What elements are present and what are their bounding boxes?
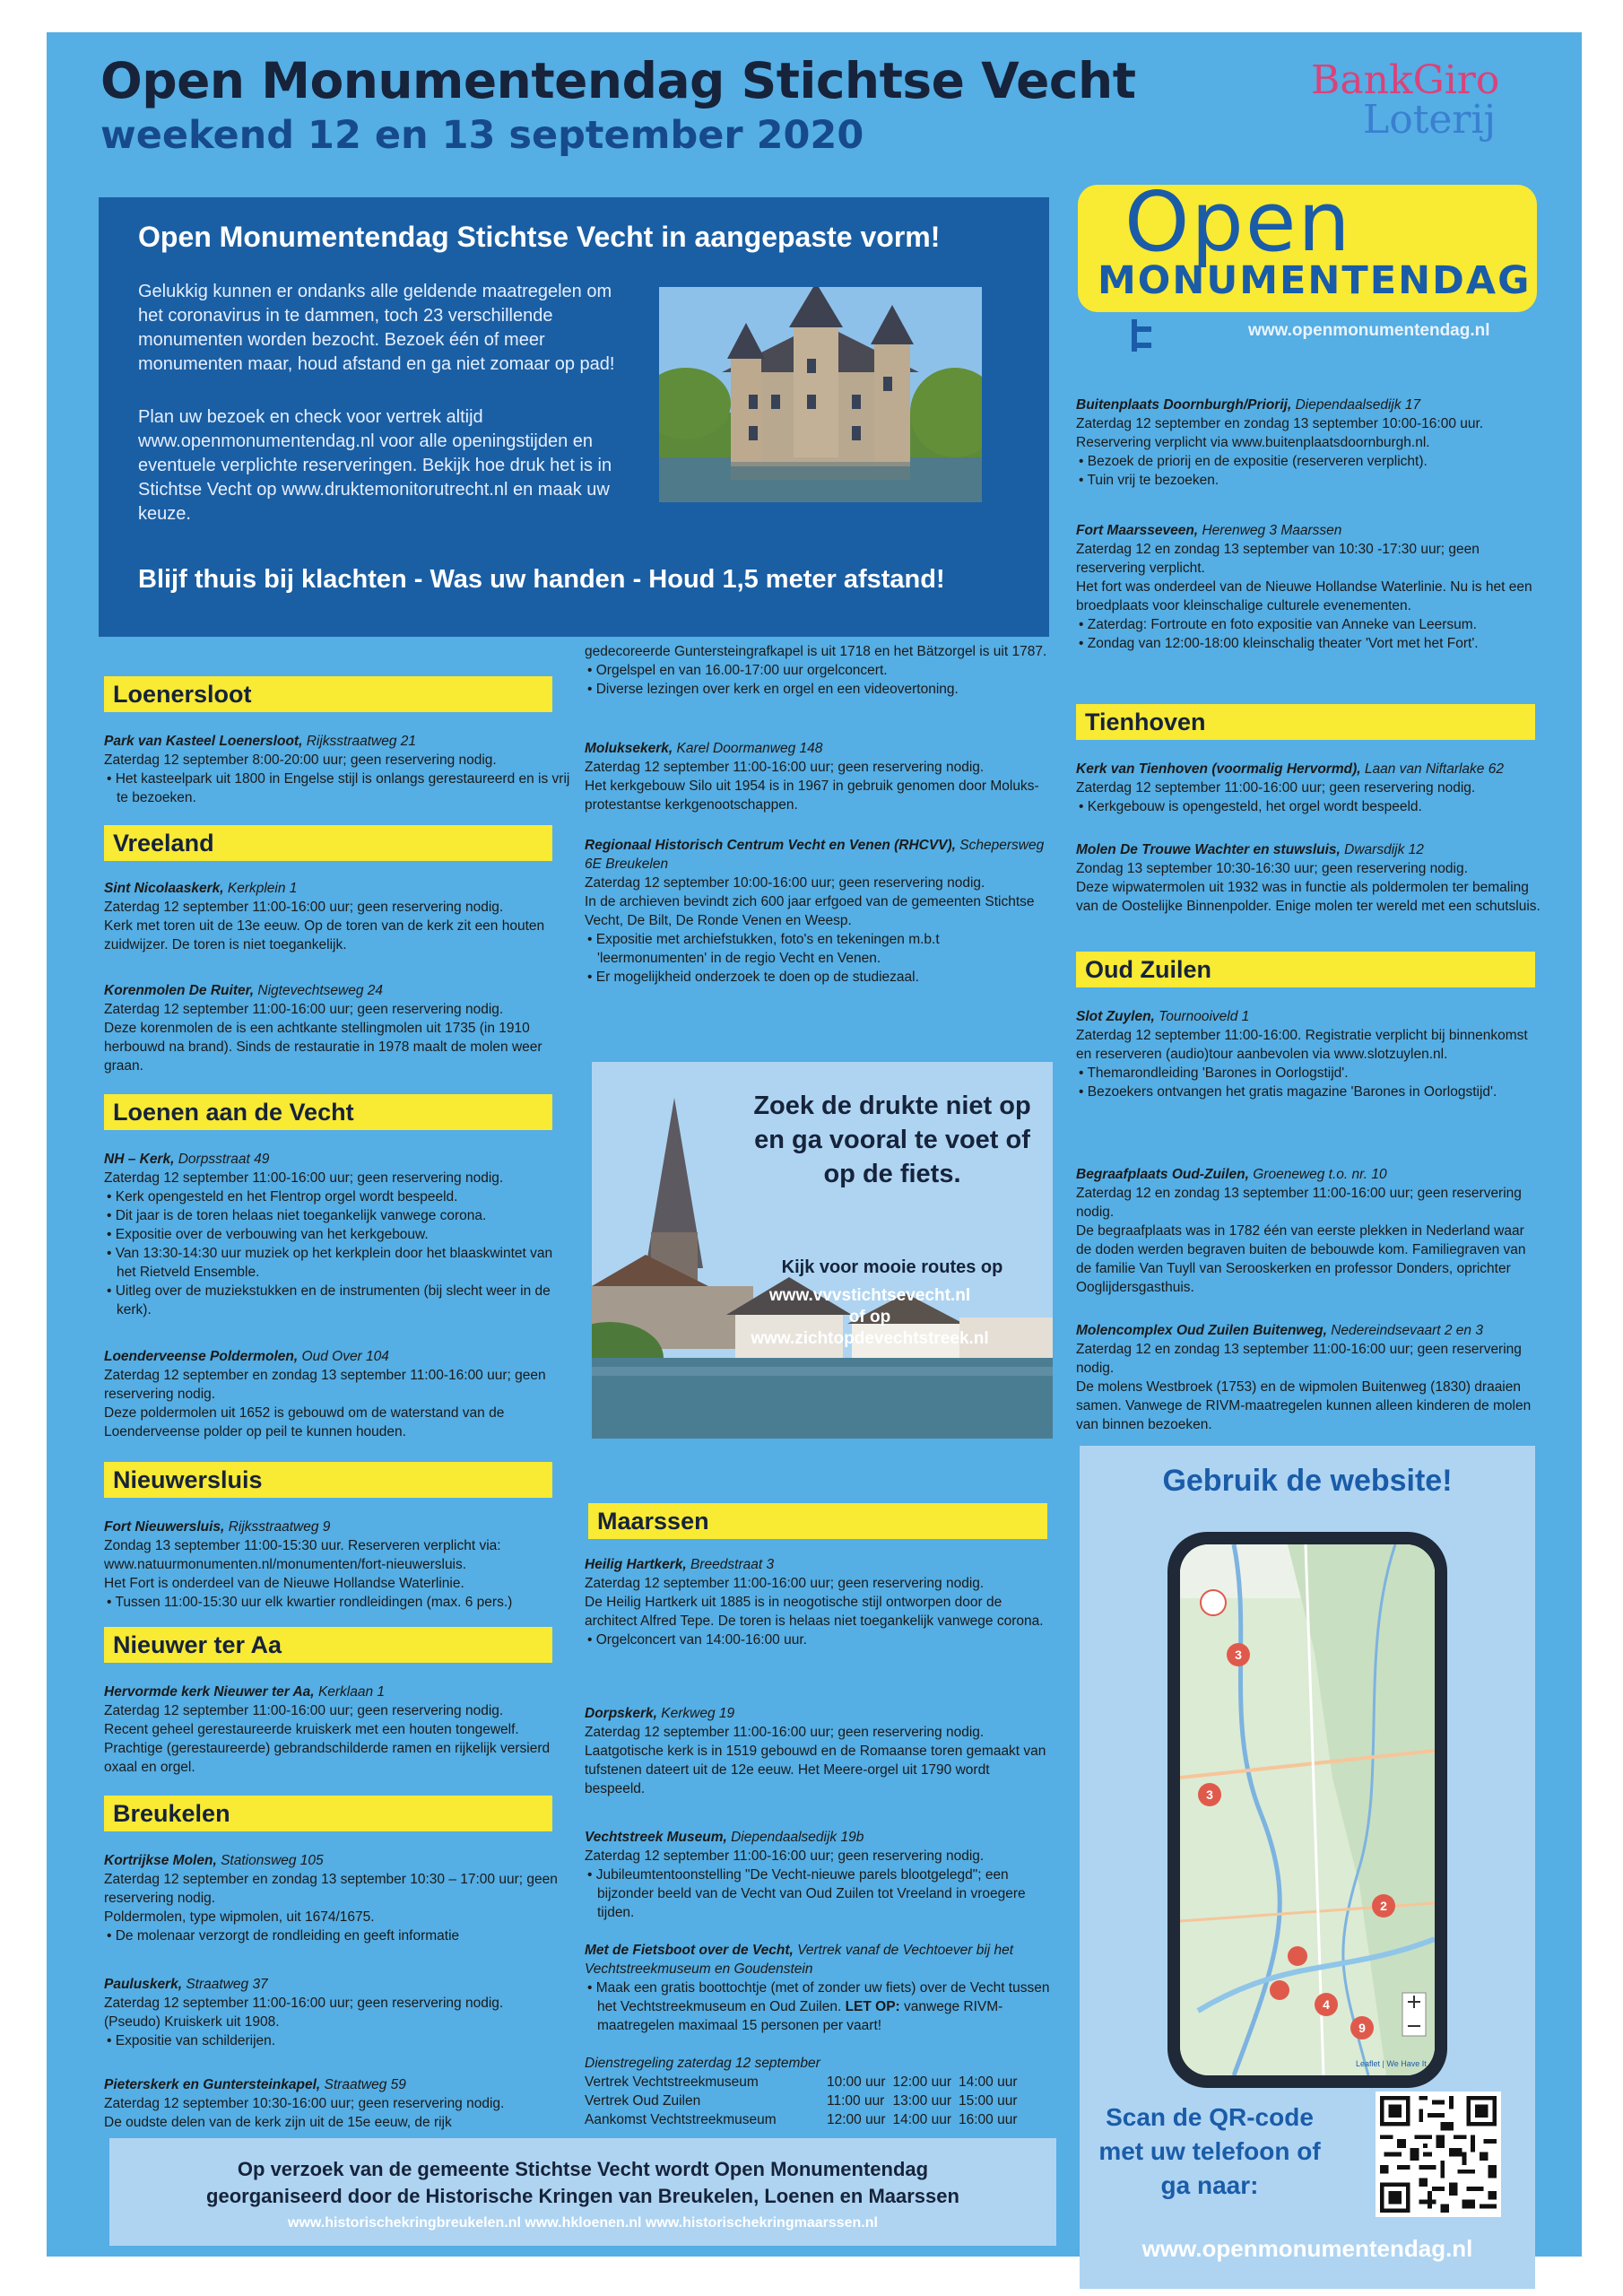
entry-bullet: • Orgelspel en van 16.00-17:00 uur orgelconcert. — [587, 663, 888, 678]
entry-sint-nicolaaskerk — [104, 879, 570, 954]
logo-monumentendag-text: MONUMENTENDAG — [1098, 258, 1532, 303]
schedule-title: Dienstregeling zaterdag 12 september — [585, 2056, 820, 2071]
entry-name: Hervormde kerk Nieuwer ter Aa, — [104, 1684, 315, 1700]
entry-line: Zaterdag 12 september en zondag 13 september 10:00-16:00 uur. Reservering verplicht via www.buitenplaatsdoornburgh.nl. — [1076, 416, 1484, 450]
entry-doornburgh — [1076, 396, 1542, 490]
entry-name: Sint Nicolaaskerk, — [104, 881, 224, 896]
entry-bullet: • Maak een gratis boottochtje (met of zonder uw fiets) over de Vecht tussen het Vechtstreekmuseum en Oud Zuilen. LET OP: vanwege RIVM-maatregelen maximaal 15 personen per vaart! — [587, 1980, 1050, 2033]
entry-name: Fort Nieuwersluis, — [104, 1519, 225, 1535]
home-icon[interactable] — [1200, 1589, 1227, 1616]
entry-line: Deze korenmolen de is een achtkante stellingmolen uit 1735 (in 1910 herbouwd na brand). Sinds de restauratie in 1978 maalt de molen weer graan. — [104, 1021, 542, 1074]
logo-url: www.openmonumentendag.nl — [1248, 321, 1490, 340]
qr-instruction: Scan de QR-code met uw telefoon of ga naar: — [1098, 2103, 1321, 2199]
page-subtitle: weekend 12 en 13 september 2020 — [100, 113, 864, 158]
entry-trouwe-wachter — [1076, 840, 1542, 916]
page-title: Open Monumentendag Stichtse Vecht — [100, 52, 1136, 109]
drukte-headline: Zoek de drukte niet op en ga vooral te voet of op de fiets. — [753, 1091, 1031, 1188]
drukte-box — [592, 1062, 1053, 1439]
entry-line: Zaterdag 12 september 10:30-16:00 uur; geen reservering nodig. — [104, 2096, 505, 2111]
entry-line: De molens Westbroek (1753) en de wipmolen Buitenweg (1830) draaien samen. Vanwege de RIVM-maatregelen kunnen alleen kinderen de molen van binnen bezoeken. — [1076, 1379, 1532, 1432]
entry-heilig-hartkerk — [585, 1555, 1051, 1649]
section-nieuwer-ter-aa: Nieuwer ter Aa — [104, 1627, 552, 1663]
entry-pauluskerk — [104, 1975, 570, 2050]
entry-kerk-tienhoven — [1076, 760, 1542, 816]
vvv-link[interactable]: www.vvvstichtsevecht.nl — [768, 1286, 971, 1305]
entry-bullet: • Er mogelijkheid onderzoek te doen op de studiezaal. — [587, 970, 919, 985]
open-monumentendag-logo — [1078, 174, 1537, 312]
entry-address: Herenweg 3 Maarssen — [1202, 523, 1342, 538]
entry-address: Breedstraat 3 — [690, 1557, 775, 1572]
entry-bullet: • De molenaar verzorgt de rondleiding en geeft informatie — [107, 1928, 460, 1944]
map-marker[interactable]: 9 — [1350, 2016, 1374, 2039]
entry-line: (Pseudo) Kruiskerk uit 1908. — [104, 2014, 280, 2030]
phone-icon — [1167, 1532, 1447, 2088]
entry-address: Kerkplein 1 — [227, 881, 298, 896]
entry-bullet: • Zaterdag: Fortroute en foto expositie van Anneke van Leersum. — [1079, 617, 1477, 632]
entry-name: Park van Kasteel Loenersloot, — [104, 734, 303, 749]
entry-line: Het kerkgebouw Silo uit 1954 is in 1967 in gebruik genomen door Moluks-protestantse kerkgenootschappen. — [585, 778, 1039, 813]
map-marker-pin-icon[interactable] — [1270, 1980, 1289, 2000]
entry-address: Diependaalsedijk 17 — [1295, 397, 1421, 413]
entry-bullet: • Kerkgebouw is opengesteld, het orgel wordt bespeeld. — [1079, 799, 1422, 814]
entry-bullet: • Expositie van schilderijen. — [107, 2033, 276, 2048]
entry-korenmolen — [104, 981, 570, 1075]
map-marker-pin-icon[interactable] — [1288, 1946, 1307, 1966]
entry-bullet: • Zondag van 12:00-18:00 kleinschalig theater 'Vort met het Fort'. — [1079, 636, 1479, 651]
section-breukelen: Breukelen — [104, 1796, 552, 1831]
entry-line: Het fort was onderdeel van de Nieuwe Hollandse Waterlinie. Nu is het een broedplaats voor kleinschalige culturele evenementen. — [1076, 579, 1532, 613]
entry-bullet: • Orgelconcert van 14:00-16:00 uur. — [587, 1632, 807, 1648]
boat-schedule — [585, 2054, 1051, 2129]
entry-molencomplex — [1076, 1321, 1542, 1434]
entry-name: Heilig Hartkerk, — [585, 1557, 687, 1572]
entry-name: Pieterskerk en Guntersteinkapel, — [104, 2077, 321, 2092]
entry-name: Moluksekerk, — [585, 741, 673, 756]
entry-nh-kerk — [104, 1150, 570, 1319]
entry-name: Begraafplaats Oud-Zuilen, — [1076, 1167, 1249, 1182]
entry-park-loenersloot — [104, 732, 570, 807]
entry-fort-maarsseveen — [1076, 521, 1542, 653]
entry-line: Zaterdag 12 september 11:00-16:00 uur; geen reservering nodig. — [585, 1576, 985, 1591]
entry-moluksekerk — [585, 739, 1051, 814]
entry-line: Poldermolen, type wipmolen, uit 1674/1675. — [104, 1909, 375, 1925]
bankgiro-loterij-logo — [1311, 59, 1580, 158]
entry-address: Straatweg 59 — [324, 2077, 406, 2092]
entry-address: Dorpsstraat 49 — [178, 1152, 270, 1167]
map-attribution[interactable]: Leaflet | We Have It — [1356, 2059, 1427, 2068]
entry-kortrijkse-molen — [104, 1851, 570, 1945]
entry-loenderveense — [104, 1347, 570, 1441]
entry-hervormde-kerk — [104, 1683, 570, 1777]
entry-address: Rijksstraatweg 9 — [228, 1519, 331, 1535]
website-box — [1080, 1446, 1535, 2289]
schedule-table — [585, 2073, 1025, 2129]
footer-line1: Op verzoek van de gemeente Stichtse Vecht wordt Open Monumentendag — [237, 2158, 929, 2180]
entry-line: Zaterdag 12 september 11:00-16:00 uur; geen reservering nodig. — [104, 1002, 504, 1017]
section-oud-zuilen: Oud Zuilen — [1076, 952, 1535, 987]
footer-line2: georganiseerd door de Historische Kringen van Breukelen, Loenen en Maarssen — [206, 2185, 959, 2207]
intro-paragraph-2: Plan uw bezoek en check voor vertrek altijd www.openmonumentendag.nl voor alle openingstijden en eventuele verplichte reserveringen. Bekijk hoe druk het is in Stichtse Vecht op www.druktemonitorutrecht.nl en maak uw keuze. — [138, 407, 612, 524]
entry-name: Molen De Trouwe Wachter en stuwsluis, — [1076, 842, 1341, 857]
intro-paragraph-1: Gelukkig kunnen er ondanks alle geldende maatregelen om het coronavirus in te dammen, toch 23 verschillende monumenten worden bezocht. Bezoek één of meer monumenten maar, houd afstand en ga niet zomaar op pad! — [138, 282, 615, 374]
entry-line: Zaterdag 12 september 11:00-16:00 uur; geen reservering nodig. — [104, 1170, 504, 1186]
entry-line: Het Fort is onderdeel van de Nieuwe Hollandse Waterlinie. — [104, 1576, 464, 1591]
entry-address: Straatweg 37 — [186, 1977, 268, 1992]
footer-box — [109, 2138, 1056, 2246]
poster — [47, 32, 1582, 2262]
entry-line: Zaterdag 12 september 11:00-16:00. Registratie verplicht bij binnenkomst en reserveren (audio)tour aanbevolen via www.slotzuylen.nl. — [1076, 1028, 1528, 1062]
entry-vechtstreek-museum — [585, 1828, 1051, 1922]
entry-address: Tournooiveld 1 — [1159, 1009, 1250, 1024]
entry-address: Diependaalsedijk 19b — [731, 1830, 864, 1845]
website-url[interactable]: www.openmonumentendag.nl — [1141, 2235, 1473, 2262]
map-marker[interactable]: 2 — [1372, 1894, 1395, 1918]
entry-line: Zaterdag 12 en zondag 13 september 11:00-16:00 uur; geen reservering nodig. — [1076, 1186, 1522, 1220]
entry-line: De oudste delen van de kerk zijn uit de 15e eeuw, de rijk — [104, 2115, 452, 2130]
entry-name: Slot Zuylen, — [1076, 1009, 1155, 1024]
entry-name: Loenderveense Poldermolen, — [104, 1349, 299, 1364]
footer-links[interactable]: www.historischekringbreukelen.nl www.hkloenen.nl www.historischekringmaarssen.nl — [288, 2215, 878, 2231]
entry-address: Vertrek vanaf de Vechtoever bij het Vechtstreekmuseum en Goudenstein — [585, 1943, 1014, 1977]
intro-title: Open Monumentendag Stichtse Vecht in aangepaste vorm! — [138, 221, 941, 253]
entry-line: Zondag 13 september 11:00-15:30 uur. Reserveren verplicht via: www.natuurmonumenten.nl/monumenten/fort-nieuwersluis. — [104, 1538, 501, 1572]
entry-address: Kerkweg 19 — [661, 1706, 735, 1721]
section-vreeland: Vreeland — [104, 825, 552, 861]
entry-fort-nieuwersluis — [104, 1518, 570, 1612]
entry-slot-zuylen — [1076, 1007, 1542, 1101]
drukte-kijk: Kijk voor mooie routes op — [781, 1257, 1003, 1277]
entry-line: Zaterdag 12 september 11:00-16:00 uur; geen reservering nodig. — [104, 1996, 504, 2011]
castle-photo — [659, 287, 982, 502]
entry-line: Zaterdag 12 september 11:00-16:00 uur; geen reservering nodig. — [104, 900, 504, 915]
entry-begraafplaats — [1076, 1165, 1542, 1297]
entry-name: Kortrijkse Molen, — [104, 1853, 217, 1868]
entry-name: Korenmolen De Ruiter, — [104, 983, 255, 998]
entry-name: Dorpskerk, — [585, 1706, 657, 1721]
map-screen[interactable] — [1180, 1544, 1435, 2075]
table-row: Vertrek Vechtstreekmuseum 10:00 uur 12:00 uur 14:00 uur — [585, 2074, 1018, 2090]
map-marker[interactable]: 4 — [1315, 1993, 1338, 2016]
intro-box — [99, 197, 1049, 637]
logo-open-text: Open — [1124, 174, 1352, 270]
section-loenen: Loenen aan de Vecht — [104, 1094, 552, 1130]
entry-line: Zaterdag 12 september 10:00-16:00 uur; geen reservering nodig. — [585, 875, 985, 891]
website-title: Gebruik de website! — [1162, 1464, 1453, 1498]
entry-line: Zaterdag 12 september 11:00-16:00 uur; geen reservering nodig. — [585, 1848, 985, 1864]
entry-address: Dwarsdijk 12 — [1344, 842, 1424, 857]
key-icon — [1132, 319, 1150, 352]
section-maarssen: Maarssen — [588, 1503, 1047, 1539]
entry-bullet: • Uitleg over de muziekstukken en de instrumenten (bij slecht weer in de kerk). — [107, 1283, 551, 1318]
entry-name: Molencomplex Oud Zuilen Buitenweg, — [1076, 1323, 1327, 1338]
entry-bullet: • Tussen 11:00-15:30 uur elk kwartier rondleidingen (max. 6 pers.) — [107, 1595, 513, 1610]
entry-line: Zaterdag 12 september en zondag 13 september 11:00-16:00 uur; geen reservering nodig. — [104, 1368, 546, 1402]
entry-line: Deze wipwatermolen uit 1932 was in functie als poldermolen ter bemaling van de Oostelijke Binnenpolder. Enige molen ter wereld met een schutsluis. — [1076, 880, 1541, 914]
entry-line: Zondag 13 september 10:30-16:30 uur; geen reservering nodig. — [1076, 861, 1468, 876]
entry-address: Schepersweg 6E Breukelen — [585, 838, 1045, 872]
entry-bullet: • Kerk opengesteld en het Flentrop orgel wordt bespeeld. — [107, 1189, 458, 1205]
entry-line: De begraafplaats was in 1782 één van eerste plekken in Nederland waar de doden werden begraven buiten de bebouwde kom. Familiegraven van de familie Van Tuyll van Serooskerken en professor Donders, oprichter Ooglijdersgasthuis. — [1076, 1223, 1526, 1295]
table-row: Vertrek Oud Zuilen 11:00 uur 13:00 uur 15:00 uur — [585, 2093, 1018, 2109]
entry-address: Rijksstraatweg 21 — [306, 734, 417, 749]
entry-line: Deze poldermolen uit 1652 is gebouwd om de waterstand van de Loenderveense polder op peil te kunnen houden. — [104, 1405, 505, 1439]
logo-line1: BankGiro — [1311, 57, 1500, 103]
logo-line2: Loterij — [1363, 97, 1497, 143]
entry-line: Zaterdag 12 september 11:00-16:00 uur; geen reservering nodig. — [585, 760, 985, 775]
entry-bullet: • Het kasteelpark uit 1800 in Engelse stijl is onlangs gerestaureerd en is vrij te bezoeken. — [107, 771, 570, 805]
entry-name: Vechtstreek Museum, — [585, 1830, 727, 1845]
entry-rhcvv — [585, 836, 1051, 987]
entry-fietsboot — [585, 1941, 1051, 2035]
entry-address: Groeneweg t.o. nr. 10 — [1253, 1167, 1387, 1182]
entry-name: Regionaal Historisch Centrum Vecht en Venen (RHCVV), — [585, 838, 956, 853]
entry-name: Buitenplaats Doornburgh/Priorij, — [1076, 397, 1292, 413]
entry-name: NH – Kerk, — [104, 1152, 175, 1167]
entry-line: Laatgotische kerk is in 1519 gebouwd en de Romaanse toren gemaakt van tufstenen dateert uit de 12e eeuw. Het Meere-orgel uit 1790 wordt bespeeld. — [585, 1744, 1046, 1796]
entry-address: Laan van Niftarlake 62 — [1364, 761, 1504, 777]
entry-bullet: • Jubileumtentoonstelling "De Vecht-nieuwe parels blootgelegd"; een bijzonder beeld van de Vecht van Oud Zuilen tot Vreeland in vroegere tijden. — [587, 1867, 1026, 1920]
entry-line: Zaterdag 12 september 11:00-16:00 uur; geen reservering nodig. — [585, 1725, 985, 1740]
entry-line: In de archieven bevindt zich 600 jaar erfgoed van de gemeenten Stichtse Vecht, De Bilt, De Ronde Venen en Weesp. — [585, 894, 1035, 928]
entry-bullet: • Expositie met archiefstukken, foto's en tekeningen m.b.t 'leermonumenten' in de regio Vecht en Venen. — [587, 932, 940, 966]
entry-line: Zaterdag 12 en zondag 13 september van 10:30 -17:30 uur; geen reservering verplicht. — [1076, 542, 1480, 576]
vechtstreek-link[interactable]: www.zichtopdevechtstreek.nl — [751, 1329, 989, 1348]
section-loenersloot: Loenersloot — [104, 676, 552, 712]
intro-footer: Blijf thuis bij klachten - Was uw handen - Houd 1,5 meter afstand! — [138, 565, 945, 594]
entry-line: gedecoreerde Guntersteingrafkapel is uit 1718 en het Bätzorgel is uit 1787. — [585, 644, 1047, 659]
entry-name: Met de Fietsboot over de Vecht, — [585, 1943, 794, 1958]
entry-bullet: • Themarondleiding 'Barones in Oorlogstijd'. — [1079, 1065, 1349, 1081]
section-nieuwersluis: Nieuwersluis — [104, 1462, 552, 1498]
entry-pieterskerk-continued — [585, 642, 1051, 699]
entry-dorpskerk — [585, 1704, 1051, 1798]
entry-bullet: • Bezoekers ontvangen het gratis magazine 'Barones in Oorlogstijd'. — [1079, 1084, 1497, 1100]
entry-pieterskerk — [104, 2075, 570, 2132]
entry-bullet: • Dit jaar is de toren helaas niet toegankelijk vanwege corona. — [107, 1208, 487, 1223]
drukte-of: of op — [848, 1308, 891, 1326]
entry-bullet: • Expositie over de verbouwing van het kerkgebouw. — [107, 1227, 429, 1242]
entry-address: Oud Over 104 — [301, 1349, 389, 1364]
entry-address: Karel Doormanweg 148 — [676, 741, 823, 756]
entry-bullet: • Diverse lezingen over kerk en orgel en een videovertoning. — [587, 682, 959, 697]
entry-line: Zaterdag 12 september 11:00-16:00 uur; geen reservering nodig. — [104, 1703, 504, 1718]
entry-address: Kerklaan 1 — [317, 1684, 386, 1700]
entry-bullet: • Van 13:30-14:30 uur muziek op het kerkplein door het blaaskwintet van het Rietveld Ensemble. — [107, 1246, 553, 1280]
map-marker[interactable]: 3 — [1198, 1783, 1221, 1806]
qr-code-icon[interactable] — [1376, 2092, 1501, 2217]
entry-address: Nigtevechtseweg 24 — [257, 983, 383, 998]
entry-name: Kerk van Tienhoven (voormalig Hervormd), — [1076, 761, 1361, 777]
map-marker[interactable]: 3 — [1227, 1643, 1250, 1666]
entry-line: Zaterdag 12 en zondag 13 september 11:00-16:00 uur; geen reservering nodig. — [1076, 1342, 1522, 1376]
footer-text — [109, 2156, 1056, 2210]
entry-line: Zaterdag 12 september 8:00-20:00 uur; geen reservering nodig. — [104, 752, 497, 768]
entry-address: Nedereindsevaart 2 en 3 — [1331, 1323, 1483, 1338]
entry-name: Fort Maarsseveen, — [1076, 523, 1199, 538]
entry-bullet: • Bezoek de priorij en de expositie (reserveren verplicht). — [1079, 454, 1428, 469]
section-tienhoven: Tienhoven — [1076, 704, 1535, 740]
entry-line: Zaterdag 12 september 11:00-16:00 uur; geen reservering nodig. — [1076, 780, 1476, 796]
entry-line: Recent geheel gerestaureerde kruiskerk met een houten tongewelf. Prachtige (gerestaureerde) gebrandschilderde ramen en rijkelijk versierd oxaal en orgel. — [104, 1722, 551, 1775]
entry-line: De Heilig Hartkerk uit 1885 is in neogotische stijl ontworpen door de architect Alfred Tepe. De toren is helaas niet toegankelijk vanwege corona. — [585, 1595, 1044, 1629]
table-row: Aankomst Vechtstreekmuseum 12:00 uur 14:00 uur 16:00 uur — [585, 2112, 1018, 2127]
entry-line: Zaterdag 12 september en zondag 13 september 10:30 – 17:00 uur; geen reservering nodig. — [104, 1872, 558, 1906]
entry-name: Pauluskerk, — [104, 1977, 183, 1992]
entry-address: Stationsweg 105 — [221, 1853, 324, 1868]
entry-bullet: • Tuin vrij te bezoeken. — [1079, 473, 1219, 488]
entry-line: Kerk met toren uit de 13e eeuw. Op de toren van de kerk zit een houten zuidwijzer. De toren is niet toegankelijk. — [104, 918, 545, 952]
